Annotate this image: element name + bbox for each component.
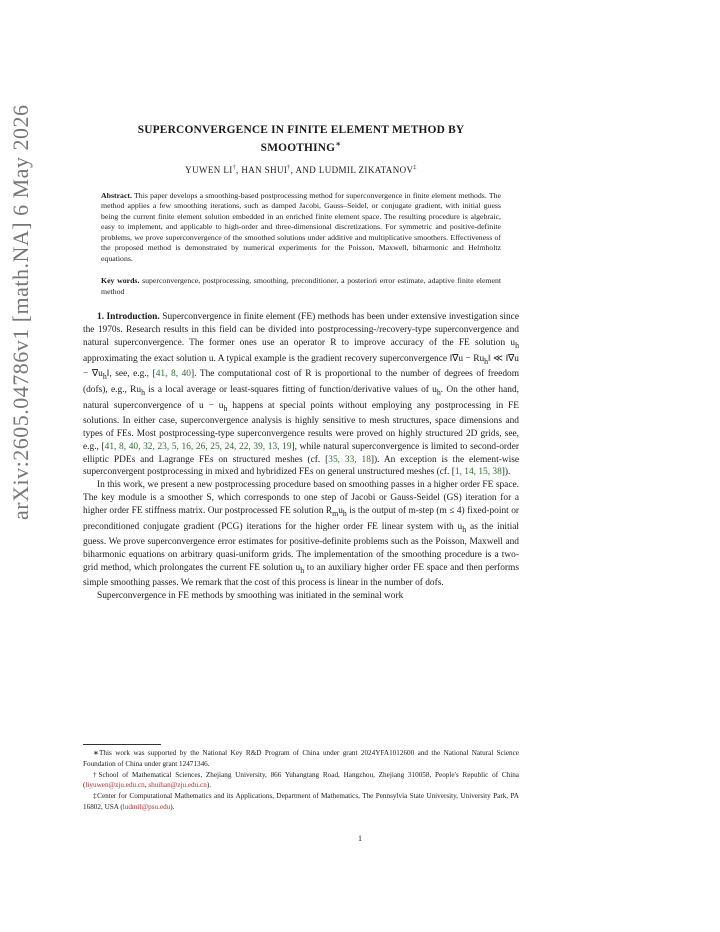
- author-3: , AND LUDMIL ZIKATANOV: [290, 164, 414, 175]
- keywords-label: Key words.: [101, 276, 140, 286]
- text-run: †School of Mathematical Sciences, Zhejiang University, 866 Yuhangtang Road, Hangzhou, Zhejiang 310058, People's Republic of China (: [83, 770, 519, 790]
- text-run: ‡Center for Computational Mathematics and its Applications, Department of Mathematics, The Pennsylvia State University, University Park, PA 16802, USA (: [83, 792, 519, 811]
- footnotes: [83, 744, 519, 813]
- keywords-text: superconvergence, postprocessing, smoothing, preconditioner, a posteriori error estimate, adaptive finite element method: [101, 276, 502, 296]
- introduction-section: [83, 311, 519, 603]
- subscript: h: [515, 340, 519, 350]
- paper-title: [83, 124, 519, 155]
- subscript: h: [484, 356, 489, 366]
- footnote-affiliation-2: [83, 791, 519, 813]
- text-run: ).: [170, 802, 175, 811]
- footnote-affiliation-1: [83, 770, 519, 792]
- subscript: h: [141, 387, 146, 397]
- text-run: to an auxiliary higher order FE space and then performs simple smoothing passes. We remark that the cost of this process is linear in the number of dofs.: [83, 562, 519, 589]
- text-run: ).: [206, 781, 212, 790]
- abstract-label: Abstract.: [101, 190, 132, 200]
- email-link[interactable]: shuihan@zju.edu.cn: [148, 781, 207, 790]
- author-2: , HAN SHUI: [236, 164, 288, 175]
- text-run: ,: [144, 781, 149, 790]
- text-run: ‖ ≪ ‖∇u − ∇u: [83, 353, 519, 380]
- subscript: h: [300, 565, 305, 575]
- subscript: h: [342, 508, 347, 518]
- title-footnote-mark: ∗: [335, 139, 342, 148]
- citation-link[interactable]: 1, 14, 15, 38: [454, 467, 502, 478]
- text-run: happens at special points without employing any postprocessing in FE solutions. In either case, superconvergence analysis is highly sensitive to mesh structures, space dimensions and types of FEs. Most postprocessing-type superconvergence results were proved on highly structured 2D grids, see, e.g., [: [83, 400, 519, 452]
- text-run: ]). An exception is the element-wise superconvergent postprocessing in mixed and hybridized FEs on general unstructured meshes (cf. [: [83, 454, 520, 478]
- text-run: approximating the exact solution u. A typical example is the gradient recovery superconvergence ‖∇u − Ru: [83, 353, 485, 364]
- text-run: ]).: [501, 467, 511, 478]
- author-1-mark: †: [232, 164, 237, 171]
- text-run: ], while natural superconvergence is limited to second-order elliptic PDEs and Lagrange FEs on structured meshes (cf. [: [83, 441, 519, 465]
- author-list: [83, 165, 519, 175]
- title-line-1: SUPERCONVERGENCE IN FINITE ELEMENT METHOD BY: [137, 124, 465, 136]
- intro-paragraph-2: [83, 479, 519, 590]
- text-run: is a local average or least-squares fitting of function/derivative values of u: [145, 384, 437, 395]
- subscript: h: [436, 387, 441, 397]
- text-run: u: [338, 505, 343, 516]
- text-run: as the initial guess. We prove superconvergence error estimates for positive-definite problems such as the Poisson, Maxwell and biharmonic equations on arbitrary quasi-uniform grids. The implementation of the smoothing procedure is a two-grid method, which prolongates the current FE solution u: [83, 521, 519, 573]
- title-line-2: SMOOTHING: [260, 141, 336, 154]
- citation-link[interactable]: 41, 8, 40: [155, 369, 191, 380]
- paper-page: [83, 124, 519, 603]
- text-run: ‖, see, e.g., [: [106, 369, 156, 380]
- citation-link[interactable]: 41, 8, 40, 32, 23, 5, 16, 26, 25, 24, 22, 39, 13, 19: [104, 441, 292, 452]
- intro-paragraph-1: [83, 311, 519, 479]
- intro-paragraph-3: Superconvergence in FE methods by smoothing was initiated in the seminal work: [97, 591, 404, 602]
- text-run: In this work, we present a new postprocessing procedure based on smoothing passes in a higher order FE space. The key module is a smoother S, which corresponds to one step of Jacobi or Gauss-Seidel (GS) iteration for a higher order FE stiffness matrix. Our postprocessed FE solution R: [83, 480, 519, 516]
- subscript: h: [462, 524, 467, 534]
- email-link[interactable]: ludmil@psu.edu: [122, 802, 171, 811]
- keywords: [101, 276, 501, 297]
- footnote-rule: [83, 744, 161, 745]
- text-run: . On the other hand, natural superconvergence of u − u: [83, 384, 519, 411]
- footnote-funding: ∗This work was supported by the National Key R&D Program of China under grant 2024YFA1012600 and the National Natural Science Foundation of China under grant 12471346.: [83, 749, 519, 768]
- subscript: m: [332, 508, 339, 518]
- page-number: 1: [358, 834, 362, 843]
- text-run: is the output of m-step (m ≤ 4) fixed-point or preconditioned conjugate gradient (PCG) iterations for the higher order FE linear system with u: [83, 505, 519, 532]
- citation-link[interactable]: 35, 33, 18: [328, 454, 371, 465]
- author-1: YUWEN LI: [185, 164, 233, 175]
- subscript: h: [223, 403, 228, 413]
- abstract-text: This paper develops a smoothing-based postprocessing method for superconvergence in finite element methods. The method applies a few smoothing iterations, such as damped Jacobi, Gauss–Seidel, or conjugate gradient, with initial guess being the current finite element solution embedded in an enriched finite element space. The resulting procedure is algebraic, easy to implement, and applicable to high-order and three-dimensional discretizations. For symmetric and positive-definite problems, we prove superconvergence of the smoothed solutions under additive and multiplicative smoothers. Effectiveness of the proposed method is demonstrated by numerical experiments for the Poisson, Maxwell, biharmonic and Helmholtz equations.: [101, 190, 501, 263]
- text-run: Superconvergence in finite element (FE) methods has been under extensive investigation since the 1970s. Research results in this field can be divided into postprocessing-/recovery-type superconvergence and natural superconvergence. The former ones use an operator R to improve accuracy of the FE solution u: [83, 312, 519, 348]
- text-run: ]. The computational cost of R is proportional to the number of degrees of freedom (dofs), e.g., Ru: [83, 369, 519, 395]
- abstract: [101, 191, 501, 265]
- author-2-mark: †: [287, 164, 291, 171]
- arxiv-stamp: arXiv:2605.04786v1 [math.NA] 6 May 2026: [8, 104, 33, 520]
- author-3-mark: ‡: [413, 164, 417, 171]
- subscript: h: [102, 372, 107, 382]
- section-heading: 1. Introduction.: [97, 312, 160, 323]
- email-link[interactable]: liyuwen@zju.edu.cn: [85, 781, 145, 790]
